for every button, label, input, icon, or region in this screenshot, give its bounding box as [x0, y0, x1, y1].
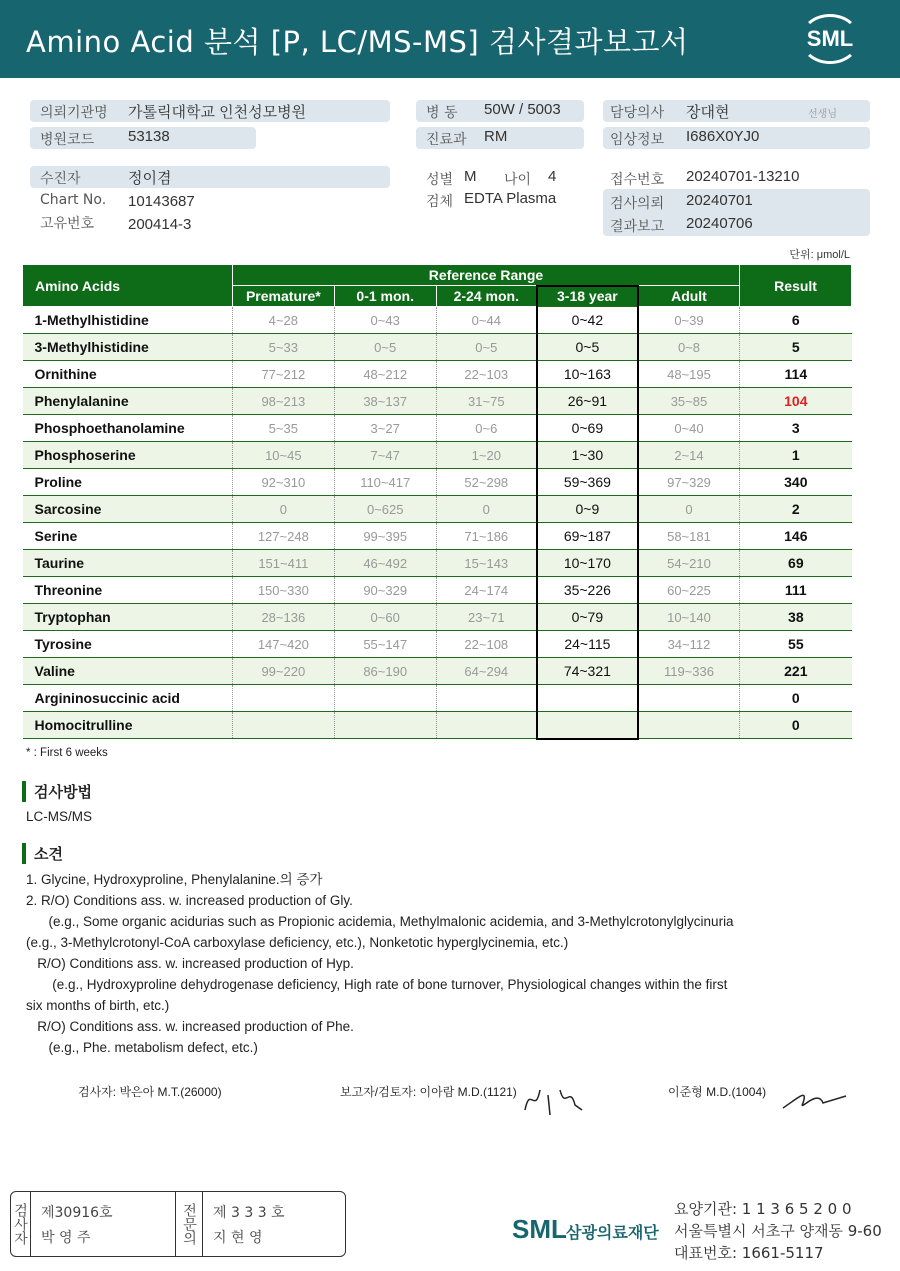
reference-range: 22~108	[436, 631, 537, 658]
report-date-value: 20240706	[686, 215, 753, 232]
table-row	[23, 550, 852, 577]
reference-range: 28~136	[232, 604, 334, 631]
table-row	[23, 415, 852, 442]
finding-line: six months of birth, etc.)	[26, 998, 170, 1013]
reference-range: 10~163	[537, 361, 638, 388]
reference-range: 4~28	[232, 307, 334, 334]
specimen-label: 검체	[426, 194, 454, 210]
reference-range: 97~329	[638, 469, 740, 496]
reference-range: 35~85	[638, 388, 740, 415]
reference-range	[638, 685, 740, 712]
table-footnote: * : First 6 weeks	[26, 747, 108, 759]
reference-range: 69~187	[537, 523, 638, 550]
org-name: 삼광의료재단	[566, 1223, 659, 1242]
specialist-license: 제 3 3 3 호	[213, 1205, 285, 1221]
sex-value: M	[464, 168, 477, 185]
address: 서울특별시 서초구 양재동 9-60	[674, 1222, 882, 1240]
reference-range: 48~212	[334, 361, 436, 388]
sml-footer-logo: SML	[512, 1214, 567, 1244]
reference-range: 0~6	[436, 415, 537, 442]
reference-range: 110~417	[334, 469, 436, 496]
reference-range: 0~8	[638, 334, 740, 361]
age-value: 4	[548, 168, 557, 185]
reference-range: 22~103	[436, 361, 537, 388]
reference-range: 0~625	[334, 496, 436, 523]
reference-range: 46~492	[334, 550, 436, 577]
hospital-label: 의뢰기관명	[40, 105, 108, 121]
amino-acid-name: Ornithine	[23, 361, 233, 388]
reference-range: 38~137	[334, 388, 436, 415]
finding-line: (e.g., Some organic acidurias such as Propionic acidemia, Methylmalonic acidemia, and 3-Methylcrotonylglycinuria	[26, 914, 734, 929]
reference-range: 24~174	[436, 577, 537, 604]
col-result: Result	[740, 265, 852, 307]
code-label: 병원코드	[40, 132, 95, 148]
result-value: 114	[740, 361, 852, 388]
unit-label: 단위: μmol/L	[789, 249, 850, 261]
result-value: 5	[740, 334, 852, 361]
reference-range: 7~47	[334, 442, 436, 469]
specialist-label: 전문의	[175, 1192, 203, 1256]
doctor-label: 담당의사	[610, 105, 665, 121]
reference-range: 59~369	[537, 469, 638, 496]
amino-acid-name: Phosphoethanolamine	[23, 415, 233, 442]
sex-label: 성별	[426, 172, 454, 188]
request-label: 검사의뢰	[610, 196, 665, 212]
amino-acid-name: Tyrosine	[23, 631, 233, 658]
table-row	[23, 604, 852, 631]
reference-range	[436, 712, 537, 739]
reference-range: 2~14	[638, 442, 740, 469]
tester-license: 제30916호	[41, 1205, 113, 1221]
reference-range: 3~27	[334, 415, 436, 442]
request-value: 20240701	[686, 192, 753, 209]
ref-col-header: 0-1 mon.	[334, 286, 436, 307]
reference-range: 71~186	[436, 523, 537, 550]
reference-range: 86~190	[334, 658, 436, 685]
reference-range: 24~115	[537, 631, 638, 658]
reference-range: 58~181	[638, 523, 740, 550]
table-row	[23, 469, 852, 496]
reference-range: 64~294	[436, 658, 537, 685]
result-value: 55	[740, 631, 852, 658]
result-value: 111	[740, 577, 852, 604]
reference-range: 0~5	[436, 334, 537, 361]
reference-range: 77~212	[232, 361, 334, 388]
reference-range: 10~45	[232, 442, 334, 469]
ward-value: 50W / 5003	[484, 101, 561, 118]
amino-acid-name: Taurine	[23, 550, 233, 577]
reference-range	[537, 685, 638, 712]
uid-label: 고유번호	[40, 216, 95, 232]
reference-range: 10~170	[537, 550, 638, 577]
method-value: LC-MS/MS	[26, 809, 93, 824]
age-label: 나이	[504, 172, 532, 188]
amino-acid-name: Tryptophan	[23, 604, 233, 631]
reference-range: 0~5	[537, 334, 638, 361]
finding-line: R/O) Conditions ass. w. increased production of Hyp.	[26, 956, 354, 971]
reference-range: 34~112	[638, 631, 740, 658]
name-value: 정이겸	[128, 170, 172, 187]
clinical-value: I686X0YJ0	[686, 128, 760, 145]
reference-range: 0~69	[537, 415, 638, 442]
ref-col-header: 3-18 year	[537, 286, 638, 307]
reference-range: 99~395	[334, 523, 436, 550]
reference-range: 52~298	[436, 469, 537, 496]
reference-range: 90~329	[334, 577, 436, 604]
clinical-label: 임상정보	[610, 132, 665, 148]
ref-col-header: 2-24 mon.	[436, 286, 537, 307]
phone: 대표번호: 1661-5117	[674, 1244, 824, 1262]
result-value: 38	[740, 604, 852, 631]
dept-label: 진료과	[426, 132, 467, 148]
reference-range: 48~195	[638, 361, 740, 388]
tester-signature: 검사자: 박은아 M.T.(26000)	[78, 1085, 222, 1099]
reference-range	[334, 712, 436, 739]
name-label: 수진자	[40, 171, 81, 187]
finding-line: R/O) Conditions ass. w. increased production of Phe.	[26, 1019, 354, 1034]
sml-logo: SML	[800, 14, 860, 64]
reference-range: 0~9	[537, 496, 638, 523]
reference-range: 26~91	[537, 388, 638, 415]
result-value: 6	[740, 307, 852, 334]
reference-range: 31~75	[436, 388, 537, 415]
reference-range: 1~20	[436, 442, 537, 469]
report-date-label: 결과보고	[610, 219, 665, 235]
table-row	[23, 523, 852, 550]
reference-range	[232, 712, 334, 739]
reference-range: 92~310	[232, 469, 334, 496]
receipt-label: 접수번호	[610, 172, 665, 188]
reference-range: 0~44	[436, 307, 537, 334]
care-code: 요양기관: 1 1 3 6 5 2 0 0	[674, 1200, 852, 1218]
table-row	[23, 307, 852, 334]
reference-range: 23~71	[436, 604, 537, 631]
reference-range: 5~33	[232, 334, 334, 361]
amino-acid-name: 1-Methylhistidine	[23, 307, 233, 334]
amino-acid-table	[22, 264, 852, 740]
tester-label: 검사자	[11, 1192, 31, 1256]
amino-acid-name: Threonine	[23, 577, 233, 604]
ward-label: 병 동	[426, 105, 458, 121]
amino-acid-name: Sarcosine	[23, 496, 233, 523]
reference-range: 1~30	[537, 442, 638, 469]
certification-box	[10, 1191, 346, 1257]
amino-acid-name: Phenylalanine	[23, 388, 233, 415]
reference-range: 0~42	[537, 307, 638, 334]
result-value: 1	[740, 442, 852, 469]
reference-range: 0~60	[334, 604, 436, 631]
findings-text	[26, 869, 734, 1058]
reference-range: 0	[232, 496, 334, 523]
table-row	[23, 334, 852, 361]
reference-range: 0~43	[334, 307, 436, 334]
table-row	[23, 496, 852, 523]
amino-acid-name: Proline	[23, 469, 233, 496]
receipt-value: 20240701-13210	[686, 168, 800, 185]
reference-range: 150~330	[232, 577, 334, 604]
reference-range: 15~143	[436, 550, 537, 577]
reference-range	[232, 685, 334, 712]
reference-range: 74~321	[537, 658, 638, 685]
reference-range: 60~225	[638, 577, 740, 604]
tester-name: 박 영 주	[41, 1230, 91, 1246]
signature-scribble-icon	[520, 1080, 590, 1120]
reference-range	[537, 712, 638, 739]
report-title: Amino Acid 분석 [P, LC/MS-MS] 검사결과보고서	[26, 25, 689, 59]
reference-range	[334, 685, 436, 712]
table-row	[23, 388, 852, 415]
amino-acid-name: Argininosuccinic acid	[23, 685, 233, 712]
finding-line: 2. R/O) Conditions ass. w. increased production of Gly.	[26, 893, 353, 908]
reference-range: 151~411	[232, 550, 334, 577]
table-row	[23, 685, 852, 712]
finding-line: 1. Glycine, Hydroxyproline, Phenylalanine.의 증가	[26, 872, 323, 887]
reference-range: 54~210	[638, 550, 740, 577]
result-value: 221	[740, 658, 852, 685]
doctor-value: 장대현	[686, 104, 730, 121]
reference-range: 0	[436, 496, 537, 523]
amino-acid-name: Phosphoserine	[23, 442, 233, 469]
specimen-value: EDTA Plasma	[464, 190, 557, 207]
reference-range: 5~35	[232, 415, 334, 442]
reference-range: 119~336	[638, 658, 740, 685]
reference-range: 0~39	[638, 307, 740, 334]
result-value: 146	[740, 523, 852, 550]
reference-range: 35~226	[537, 577, 638, 604]
specialist-name: 지 현 영	[213, 1230, 263, 1246]
amino-acid-name: Valine	[23, 658, 233, 685]
result-value: 3	[740, 415, 852, 442]
result-value: 0	[740, 712, 852, 739]
table-row	[23, 361, 852, 388]
table-row	[23, 658, 852, 685]
reporter-signature: 보고자/검토자: 이아람 M.D.(1121)	[340, 1085, 517, 1099]
chart-value: 10143687	[128, 193, 195, 210]
table-row	[23, 577, 852, 604]
reference-range: 127~248	[232, 523, 334, 550]
table-row	[23, 631, 852, 658]
reference-range: 0	[638, 496, 740, 523]
org-contact	[674, 1198, 882, 1264]
reference-range: 10~140	[638, 604, 740, 631]
amino-acid-name: 3-Methylhistidine	[23, 334, 233, 361]
reference-range: 0~79	[537, 604, 638, 631]
reference-range: 0~40	[638, 415, 740, 442]
reference-range: 98~213	[232, 388, 334, 415]
finding-line: (e.g., 3-Methylcrotonyl-CoA carboxylase deficiency, etc.), Nonketotic hyperglycinemia, etc.)	[26, 935, 569, 950]
reference-range: 0~5	[334, 334, 436, 361]
ref-col-header: Adult	[638, 286, 740, 307]
reference-range	[436, 685, 537, 712]
result-value: 2	[740, 496, 852, 523]
result-value: 104	[740, 388, 852, 415]
col-amino-acids: Amino Acids	[23, 265, 233, 307]
finding-line: (e.g., Phe. metabolism defect, etc.)	[26, 1040, 258, 1055]
ref-col-header: Premature*	[232, 286, 334, 307]
amino-acid-name: Serine	[23, 523, 233, 550]
result-value: 69	[740, 550, 852, 577]
reference-range	[638, 712, 740, 739]
code-value: 53138	[128, 128, 170, 145]
reference-range: 99~220	[232, 658, 334, 685]
report-header	[0, 0, 900, 78]
hospital-value: 가톨릭대학교 인천성모병원	[128, 104, 307, 121]
method-title: 검사방법	[22, 781, 92, 802]
finding-line: (e.g., Hydroxyproline dehydrogenase deficiency, High rate of bone turnover, Physiological changes within the first	[26, 977, 728, 992]
col-reference-range: Reference Range	[232, 265, 739, 286]
result-value: 0	[740, 685, 852, 712]
findings-title: 소견	[22, 843, 63, 864]
table-row	[23, 442, 852, 469]
dept-value: RM	[484, 128, 508, 145]
result-value: 340	[740, 469, 852, 496]
chart-label: Chart No.	[40, 192, 107, 208]
amino-acid-name: Homocitrulline	[23, 712, 233, 739]
signature-scribble-icon	[778, 1078, 850, 1118]
table-row	[23, 712, 852, 739]
uid-value: 200414-3	[128, 216, 192, 233]
doctor-signature: 이준형 M.D.(1004)	[668, 1085, 767, 1099]
doctor-suffix: 선생님	[808, 109, 837, 120]
reference-range: 55~147	[334, 631, 436, 658]
reference-range: 147~420	[232, 631, 334, 658]
